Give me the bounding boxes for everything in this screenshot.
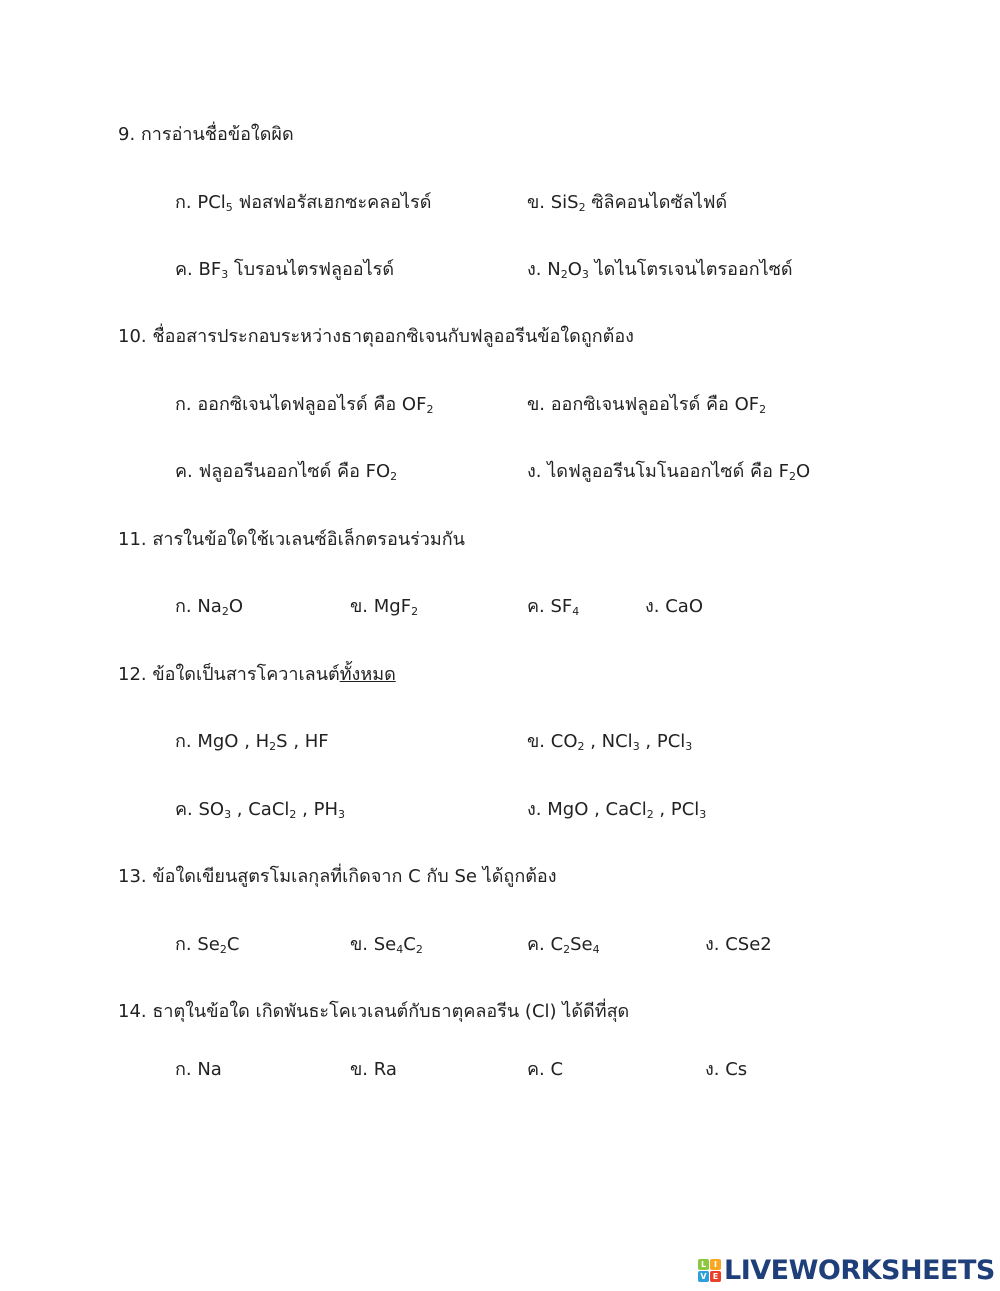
text-segment: , NCl bbox=[584, 731, 633, 752]
text-segment: โบรอนไตรฟลูออไรด์ bbox=[228, 259, 395, 280]
text-segment: S , HF bbox=[276, 731, 329, 752]
answer-option[interactable] bbox=[175, 393, 433, 417]
answer-option[interactable] bbox=[350, 1058, 397, 1082]
subscript: 4 bbox=[396, 943, 404, 956]
text-segment: C bbox=[403, 934, 416, 955]
subscript: 2 bbox=[646, 808, 654, 821]
text-segment: ก. Se bbox=[175, 934, 220, 955]
text-segment: , PCl bbox=[639, 731, 686, 752]
text-segment: ก. MgO , H bbox=[175, 731, 270, 752]
text-segment: ค. SF bbox=[527, 596, 573, 617]
answer-option[interactable] bbox=[527, 595, 579, 619]
subscript: 2 bbox=[577, 740, 585, 753]
text-segment: , CaCl bbox=[231, 799, 290, 820]
text-segment: ข. Se bbox=[350, 934, 397, 955]
answer-option[interactable] bbox=[705, 1058, 747, 1082]
underlined-text: ทั้งหมด bbox=[339, 664, 396, 685]
text-segment: ค. C bbox=[527, 934, 564, 955]
text-segment: O bbox=[795, 461, 811, 482]
answer-option[interactable] bbox=[175, 595, 243, 619]
subscript: 2 bbox=[269, 740, 277, 753]
answer-option[interactable] bbox=[350, 933, 423, 957]
subscript: 2 bbox=[411, 605, 419, 618]
answer-option[interactable] bbox=[175, 1058, 222, 1082]
live-logo-icon bbox=[698, 1259, 721, 1282]
question-title bbox=[118, 1000, 629, 1024]
subscript: 2 bbox=[788, 470, 796, 483]
subscript: 3 bbox=[337, 808, 345, 821]
text-segment: 12. ข้อใดเป็นสารโควาเลนต์ bbox=[118, 664, 340, 685]
text-segment: ง. CaO bbox=[645, 596, 703, 617]
text-segment: ก. PCl bbox=[175, 192, 226, 213]
text-segment: ข. CO bbox=[527, 731, 578, 752]
answer-option[interactable] bbox=[527, 460, 810, 484]
text-segment: ข. Ra bbox=[350, 1059, 397, 1080]
answer-option[interactable] bbox=[527, 258, 793, 282]
text-segment: Se bbox=[570, 934, 593, 955]
answer-option[interactable] bbox=[175, 730, 329, 754]
text-segment: 13. ข้อใดเขียนสูตรโมเลกุลที่เกิดจาก C กับ Se ได้ถูกต้อง bbox=[118, 866, 557, 887]
subscript: 2 bbox=[221, 605, 229, 618]
logo-text: LIVEWORKSHEETS bbox=[724, 1255, 995, 1286]
text-segment: 11. สารในข้อใดใช้เวเลนซ์อิเล็กตรอนร่วมกัน bbox=[118, 529, 465, 550]
question-title bbox=[118, 325, 634, 349]
subscript: 2 bbox=[563, 943, 571, 956]
text-segment: , PH bbox=[296, 799, 338, 820]
answer-option[interactable] bbox=[527, 933, 600, 957]
subscript: 2 bbox=[759, 403, 767, 416]
text-segment: 14. ธาตุในข้อใด เกิดพันธะโคเวเลนต์กับธาตุคลอรีน (Cl) ได้ดีที่สุด bbox=[118, 1001, 630, 1022]
answer-option[interactable] bbox=[527, 730, 692, 754]
text-segment: C bbox=[226, 934, 240, 955]
answer-option[interactable] bbox=[527, 393, 766, 417]
answer-option[interactable] bbox=[175, 258, 394, 282]
subscript: 4 bbox=[592, 943, 600, 956]
logo-box-letter: L bbox=[698, 1259, 709, 1270]
text-segment: ข. SiS bbox=[527, 192, 579, 213]
answer-option[interactable] bbox=[350, 595, 418, 619]
subscript: 2 bbox=[390, 470, 398, 483]
answer-option[interactable] bbox=[175, 798, 345, 822]
text-segment: ง. CSe2 bbox=[705, 934, 772, 955]
text-segment: ก. Na bbox=[175, 1059, 222, 1080]
text-segment: 9. การอ่านชื่อข้อใดผิด bbox=[118, 124, 294, 145]
text-segment: ค. ฟลูออรีนออกไซด์ คือ FO bbox=[175, 461, 391, 482]
logo-box-letter: E bbox=[710, 1271, 721, 1282]
text-segment: ค. SO bbox=[175, 799, 225, 820]
subscript: 2 bbox=[426, 403, 434, 416]
text-segment: ไดไนโตรเจนไตรออกไซด์ bbox=[588, 259, 793, 280]
text-segment: 10. ชื่ออสารประกอบระหว่างธาตุออกซิเจนกับฟลูออรีนข้อใดถูกต้อง bbox=[118, 326, 634, 347]
logo-box-letter: I bbox=[710, 1259, 721, 1270]
subscript: 5 bbox=[225, 201, 233, 214]
text-segment: , PCl bbox=[653, 799, 700, 820]
answer-option[interactable] bbox=[527, 1058, 563, 1082]
answer-option[interactable] bbox=[175, 460, 397, 484]
subscript: 3 bbox=[224, 808, 232, 821]
subscript: 2 bbox=[219, 943, 227, 956]
text-segment: ฟอสฟอรัสเฮกซะคลอไรด์ bbox=[232, 192, 432, 213]
answer-option[interactable] bbox=[175, 191, 431, 215]
text-segment: ง. ไดฟลูออรีนโมโนออกไซด์ คือ F bbox=[527, 461, 789, 482]
liveworksheets-logo bbox=[698, 1255, 995, 1286]
text-segment: ก. Na bbox=[175, 596, 222, 617]
text-segment: ก. ออกซิเจนไดฟลูออไรด์ คือ OF bbox=[175, 394, 427, 415]
text-segment: O bbox=[228, 596, 244, 617]
answer-option[interactable] bbox=[705, 933, 772, 957]
subscript: 3 bbox=[632, 740, 640, 753]
subscript: 3 bbox=[221, 268, 229, 281]
subscript: 4 bbox=[572, 605, 580, 618]
answer-option[interactable] bbox=[527, 191, 727, 215]
text-segment: ข. ออกซิเจนฟลูออไรด์ คือ OF bbox=[527, 394, 760, 415]
subscript: 3 bbox=[685, 740, 693, 753]
text-segment: ค. BF bbox=[175, 259, 222, 280]
subscript: 2 bbox=[578, 201, 586, 214]
subscript: 2 bbox=[289, 808, 297, 821]
answer-option[interactable] bbox=[175, 933, 239, 957]
text-segment: ข. MgF bbox=[350, 596, 412, 617]
text-segment: ง. Cs bbox=[705, 1059, 748, 1080]
subscript: 2 bbox=[415, 943, 423, 956]
text-segment: ซิลิคอนไดซัลไฟด์ bbox=[585, 192, 728, 213]
subscript: 3 bbox=[581, 268, 589, 281]
logo-box-letter: V bbox=[698, 1271, 709, 1282]
text-segment: O bbox=[567, 259, 582, 280]
text-segment: ง. MgO , CaCl bbox=[527, 799, 647, 820]
question-title bbox=[118, 663, 396, 687]
answer-option[interactable] bbox=[527, 798, 706, 822]
answer-option[interactable] bbox=[645, 595, 703, 619]
subscript: 2 bbox=[560, 268, 568, 281]
text-segment: ค. C bbox=[527, 1059, 564, 1080]
subscript: 3 bbox=[699, 808, 707, 821]
question-title bbox=[118, 528, 465, 552]
text-segment: ง. N bbox=[527, 259, 561, 280]
question-title bbox=[118, 865, 557, 889]
question-title bbox=[118, 123, 294, 147]
